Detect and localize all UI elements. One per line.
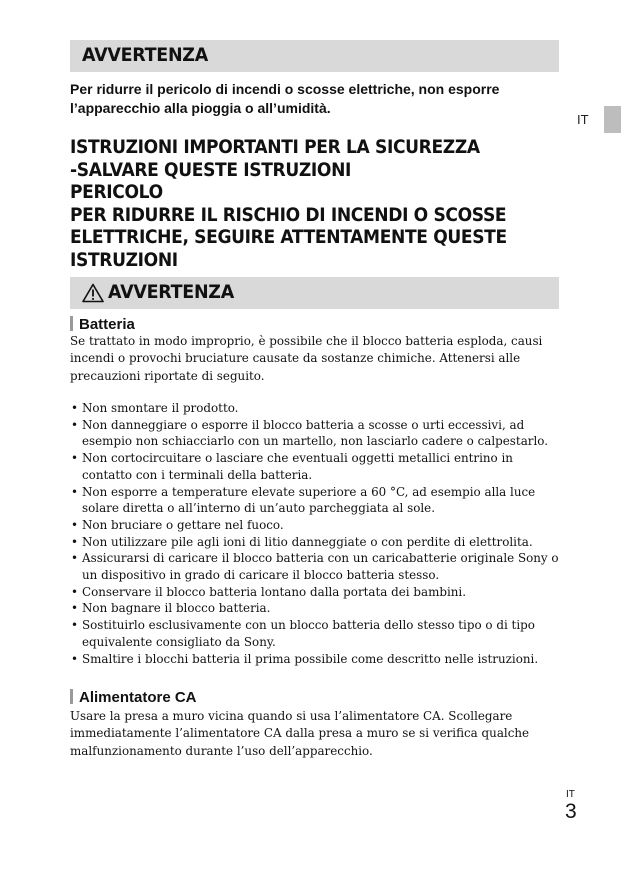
ac-adapter-title-text: Alimentatore CA [79, 689, 197, 706]
heading-line: ELETTRICHE, SEGUIRE ATTENTAMENTE QUESTE [70, 226, 507, 248]
safety-heading [70, 136, 560, 271]
heading-line: PERICOLO [70, 181, 163, 203]
battery-title-text: Batteria [79, 316, 135, 333]
ac-adapter-section-title [70, 689, 197, 706]
warning-title: AVVERTENZA [82, 44, 208, 66]
warning-banner [70, 40, 559, 72]
list-item: • Smaltire i blocchi batteria il prima possibile come descritto nelle istruzioni. [70, 651, 562, 668]
list-item: • Assicurarsi di caricare il blocco batteria con un caricabatterie originale Sony o un dispositivo in grado di caricare il blocco batteria stesso. [70, 550, 562, 583]
list-item: • Non smontare il prodotto. [70, 400, 562, 417]
list-item: • Non esporre a temperature elevate superiore a 60 °C, ad esempio alla luce solare diretta o all’interno di un’auto parcheggiata al sole. [70, 484, 562, 517]
section-marker [70, 689, 73, 704]
battery-section-title [70, 316, 135, 333]
warning-triangle-icon [82, 283, 104, 303]
heading-line: -SALVARE QUESTE ISTRUZIONI [70, 158, 352, 181]
page-number: 3 [565, 800, 577, 823]
list-item: • Non utilizzare pile agli ioni di litio danneggiate o con perdite di elettrolita. [70, 534, 562, 551]
list-item: • Non cortocircuitare o lasciare che eventuali oggetti metallici entrino in contatto con i terminali della batteria. [70, 450, 562, 483]
intro-warning-text: Per ridurre il pericolo di incendi o scosse elettriche, non esporre l’apparecchio alla pioggia o all’umidità. [70, 81, 500, 116]
heading-line: PER RIDURRE IL RISCHIO DI INCENDI O SCOSSE [70, 203, 507, 226]
battery-precautions-list [70, 400, 562, 667]
section-marker [70, 316, 73, 331]
warning-box-title: AVVERTENZA [108, 281, 234, 303]
list-item: • Non bruciare o gettare nel fuoco. [70, 517, 562, 534]
list-item: • Non bagnare il blocco batteria. [70, 600, 562, 617]
heading-line: ISTRUZIONI [70, 248, 178, 271]
battery-intro-paragraph: Se trattato in modo improprio, è possibile che il blocco batteria esploda, causi incendi o provochi bruciature causate da sostanze chimiche. Attenersi alle precauzioni riportate di seguito. [70, 334, 543, 383]
language-side-tab [604, 106, 621, 133]
list-item: • Conservare il blocco batteria lontano dalla portata dei bambini. [70, 584, 562, 601]
warning-box-banner [70, 277, 559, 309]
language-tab-label: IT [577, 112, 589, 127]
ac-adapter-paragraph: Usare la presa a muro vicina quando si usa l’alimentatore CA. Scollegare immediatamente l’alimentatore CA dalla presa a muro se si verifica qualche malfunzionamento durante l’uso dell’apparecchio. [70, 709, 530, 758]
list-item: • Non danneggiare o esporre il blocco batteria a scosse o urti eccessivi, ad esempio non schiacciarlo con un martello, non lasciarlo cadere o calpestarlo. [70, 417, 562, 450]
heading-line: ISTRUZIONI IMPORTANTI PER LA SICUREZZA [70, 136, 480, 158]
footer-language: IT [566, 789, 575, 800]
list-item: • Sostituirlo esclusivamente con un blocco batteria dello stesso tipo o di tipo equivalente consigliato da Sony. [70, 617, 562, 650]
